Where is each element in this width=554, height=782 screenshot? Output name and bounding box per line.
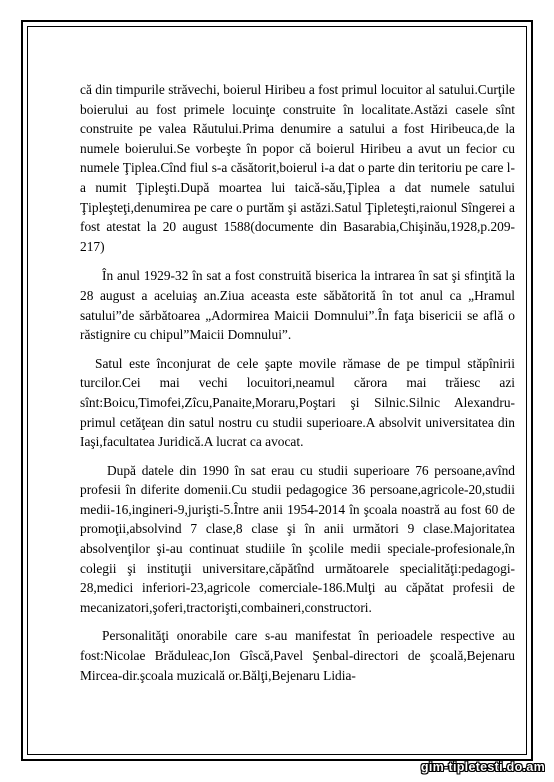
paragraph-village-origin: că din timpurile străvechi, boierul Hiribeu a fost primul locuitor al satului.Curţile boierului au fost primele locuinţe construite în localitate.Astăzi casele sînt construite pe valea Răutului.Prima denumire a satului a fost Hiribeuca,de la numele boierului.Se vorbeşte în popor că boierul Hiribeu a avut un fecior cu numele Ţiplea.Cînd fiul s-a căsătorit,boierul i-a dat o parte din teritoriu pe care l-a numit Ţipleşti.După moartea lui taică-său,Ţiplea a dat numele satului Ţipleşteţi,denumirea pe care o purtăm şi astăzi.Satul Ţipleteşti,raionul Sîngerei a fost atestat la 20 august 1588(documente din Basarabia,Chişinău,1928,p.209-217) <box>80 82 515 254</box>
document-body <box>80 80 515 740</box>
paragraph-personalities: Personalităţi onorabile care s-au manifestat în perioadele respective au fost:Nicolae Brăduleac,Ion Gîscă,Pavel Şenbal-directori de şcoală,Bejenaru Mircea-dir.şcoala muzicală or.Bălţi,Bejenaru Lidia- <box>80 628 515 683</box>
paragraph-old-families: Satul este înconjurat de cele şapte movile rămase de pe timpul stăpînirii turcilor.Cei mai vechi locuitori,neamul cărora mai trăiesc azi sînt:Boicu,Timofei,Zîcu,Panaite,Moraru,Poştari şi Silnic.Silnic Alexandru-primul cetăţean din satul nostru cu studii superioare.A absolvit universitatea din Iaşi,facultatea Juridică.A lucrat ca avocat. <box>80 355 515 450</box>
paragraph-education-statistics: După datele din 1990 în sat erau cu studii superioare 76 persoane,avînd profesii în diferite domenii.Cu studii pedagogice 36 persoane,agricole-20,studii medii-16,ingineri-9,jurişti-5.Între anii 1954-2014 în şcoala noastră au fost 60 de promoţii,absolvind 7 clase,8 clase şi în anii următori 9 clase.Majoritatea absolvenţilor şi-au continuat studiile în şcolile medii speciale-profesionale,în colegii şi instituţii universitare,căpătînd următoarele specialităţi:pedagogi-28,medici inferiori-23,agricole comerciale-186.Mulţi au căpătat profesii de mecanizatori,şoferi,tractorişti,combaineri,constructori. <box>80 462 515 615</box>
paragraph-church: În anul 1929-32 în sat a fost construită biserica la intrarea în sat şi sfinţită la 28 august a aceluiaş an.Ziua aceasta este săbătorită în tot anul ca „Hramul satului”de sărbătoarea „Adormirea Maicii Domnului”.În faţa bisericii se află o răstignire cu chipul”Maicii Domnului”. <box>80 268 515 343</box>
site-watermark: gim-tipletesti.do.am <box>420 760 545 774</box>
